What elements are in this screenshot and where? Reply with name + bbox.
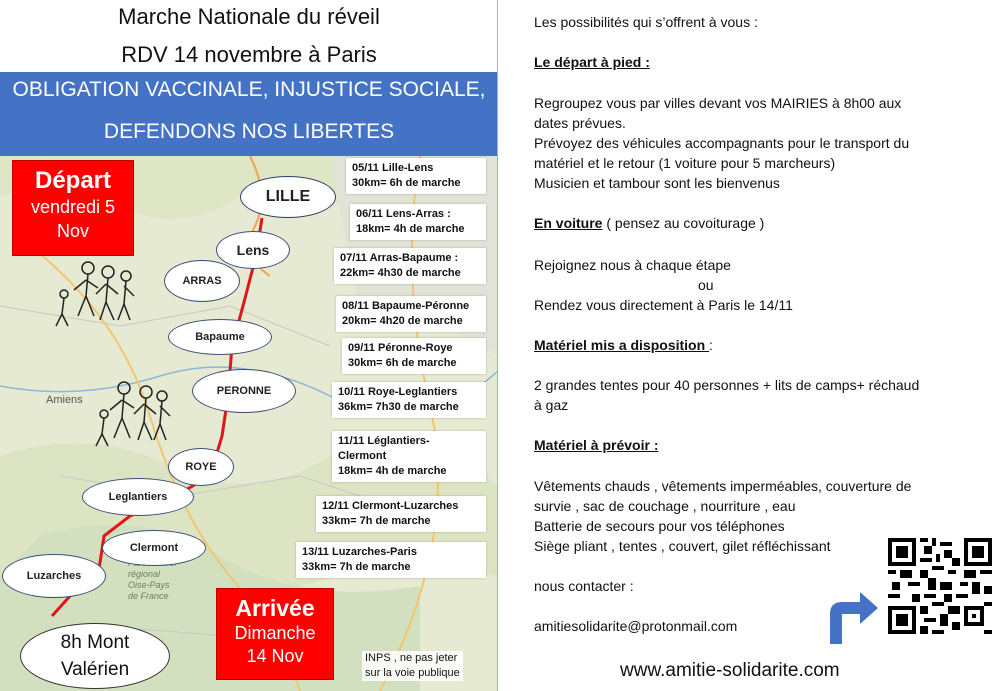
depart-month: Nov <box>56 221 89 241</box>
heading-voiture: En voiture <box>534 215 603 231</box>
map-label-amiens: Amiens <box>46 394 83 406</box>
city-clermont: Clermont <box>102 530 206 566</box>
website-url[interactable]: www.amitie-solidarite.com <box>620 660 840 681</box>
stage-6-distance: 36km= 7h30 de marche <box>338 401 459 413</box>
voiture-heading-row <box>534 213 764 233</box>
materiel-colon: : <box>709 337 713 353</box>
inps-line-2: sur la voie publique <box>365 667 460 679</box>
title-rdv: RDV 14 novembre à Paris <box>121 42 377 67</box>
depart-box <box>12 160 134 256</box>
stage-4-distance: 20km= 4h20 de marche <box>342 315 463 327</box>
materiel-line-2: à gaz <box>534 397 569 413</box>
city-peronne: PERONNE <box>192 369 296 413</box>
stage-5-route: 09/11 Péronne-Roye <box>348 342 453 354</box>
depart-title: Départ <box>34 167 112 194</box>
map-label-region-4: de France <box>128 591 169 601</box>
stage-7-route: 11/11 Léglantiers- <box>338 435 430 447</box>
city-lille: LILLE <box>240 176 336 218</box>
depart-day: vendredi 5 <box>30 197 116 217</box>
stage-1-route: 05/11 Lille-Lens <box>352 162 434 174</box>
voiture-line-2: ou <box>698 277 714 293</box>
arrivee-box <box>216 588 334 680</box>
stage-1 <box>346 158 486 194</box>
mont-valerien-line-1: 8h Mont <box>60 632 130 653</box>
pied-line-5: Musicien et tambour sont les bienvenus <box>534 175 780 191</box>
arrivee-date: 14 Nov <box>246 646 304 666</box>
prevoir-line-1: Vêtements chauds , vêtements imperméables, couverture de <box>534 478 912 494</box>
city-arras: ARRAS <box>164 260 240 302</box>
pied-line-4: matériel et le retour (1 voiture pour 5 marcheurs) <box>534 155 836 171</box>
title-march: Marche Nationale du réveil <box>118 4 380 29</box>
prevoir-line-2: survie , sac de couchage , nourriture , eau <box>534 498 796 514</box>
stage-7-distance: 18km= 4h de marche <box>338 465 447 477</box>
stage-7 <box>332 431 486 482</box>
banner-line-2: DEFENDONS NOS LIBERTES <box>103 120 395 143</box>
city-leglantiers: Leglantiers <box>82 478 194 516</box>
mont-valerien-line-2: Valérien <box>60 659 130 680</box>
stage-4 <box>336 296 486 332</box>
stage-8 <box>316 496 486 532</box>
stage-9-route: 13/11 Luzarches-Paris <box>302 546 417 558</box>
pied-line-1: Regroupez vous par villes devant vos MAIRIES à 8h00 aux <box>534 95 902 111</box>
city-roye: ROYE <box>168 448 234 486</box>
stage-9 <box>296 542 486 578</box>
mont-valerien-ellipse <box>20 623 170 689</box>
stage-5-distance: 30km= 6h de marche <box>348 357 457 369</box>
heading-materiel-prevoir: Matériel à prévoir : <box>534 437 659 453</box>
heading-materiel-disposition: Matériel mis a disposition <box>534 337 710 353</box>
stage-2-route: 06/11 Lens-Arras : <box>356 208 451 220</box>
materiel-heading-row <box>534 335 713 355</box>
arrow-icon <box>826 586 880 644</box>
stage-3-route: 07/11 Arras-Bapaume : <box>340 252 459 264</box>
stage-4-route: 08/11 Bapaume-Péronne <box>342 300 470 312</box>
stage-6 <box>332 382 486 418</box>
inps-line-1: INPS , ne pas jeter <box>365 652 458 664</box>
stage-5 <box>342 338 486 374</box>
stage-7-place: Clermont <box>338 450 387 462</box>
stage-2-distance: 18km= 4h de marche <box>356 223 465 235</box>
voiture-line-3: Rendez vous directement à Paris le 14/11 <box>534 297 793 313</box>
prevoir-line-4: Siège pliant , tentes , couvert, gilet réfléchissant <box>534 538 831 554</box>
stage-9-distance: 33km= 7h de marche <box>302 561 411 573</box>
flyer-left-panel <box>0 0 498 691</box>
stage-3-distance: 22km= 4h30 de marche <box>340 267 461 279</box>
stage-8-route: 12/11 Clermont-Luzarches <box>322 500 459 512</box>
contact-email[interactable]: amitiesolidarite@protonmail.com <box>534 618 738 634</box>
banner-line-1: OBLIGATION VACCINALE, INJUSTICE SOCIALE, <box>12 78 486 101</box>
map-label-region-2: régional <box>128 569 161 579</box>
arrivee-title: Arrivée <box>235 595 315 621</box>
arrivee-day: Dimanche <box>234 623 316 643</box>
slogan-banner <box>0 72 498 156</box>
materiel-line-1: 2 grandes tentes pour 40 personnes + lits de camps+ réchaud <box>534 377 920 393</box>
stage-2 <box>350 204 486 240</box>
intro-text: Les possibilités qui s’offrent à vous : <box>534 14 758 30</box>
qr-code-icon[interactable] <box>888 538 992 634</box>
voiture-line-1: Rejoignez nous à chaque étape <box>534 257 731 273</box>
map-label-region-3: Oise-Pays <box>128 580 170 590</box>
heading-depart-pied: Le départ à pied : <box>534 54 650 70</box>
city-bapaume: Bapaume <box>168 319 272 355</box>
city-lens: Lens <box>216 231 290 269</box>
contact-label: nous contacter : <box>534 578 634 594</box>
voiture-note: ( pensez au covoiturage ) <box>602 215 765 231</box>
stage-6-route: 10/11 Roye-Leglantiers <box>338 386 458 398</box>
stage-1-distance: 30km= 6h de marche <box>352 177 461 189</box>
pied-line-2: dates prévues. <box>534 115 626 131</box>
city-luzarches: Luzarches <box>2 554 106 598</box>
pied-line-3: Prévoyez des véhicules accompagnants pour le transport du <box>534 135 910 151</box>
stage-3 <box>334 248 486 284</box>
stage-8-distance: 33km= 7h de marche <box>322 515 431 527</box>
prevoir-line-3: Batterie de secours pour vos téléphones <box>534 518 785 534</box>
inps-notice <box>362 651 463 681</box>
